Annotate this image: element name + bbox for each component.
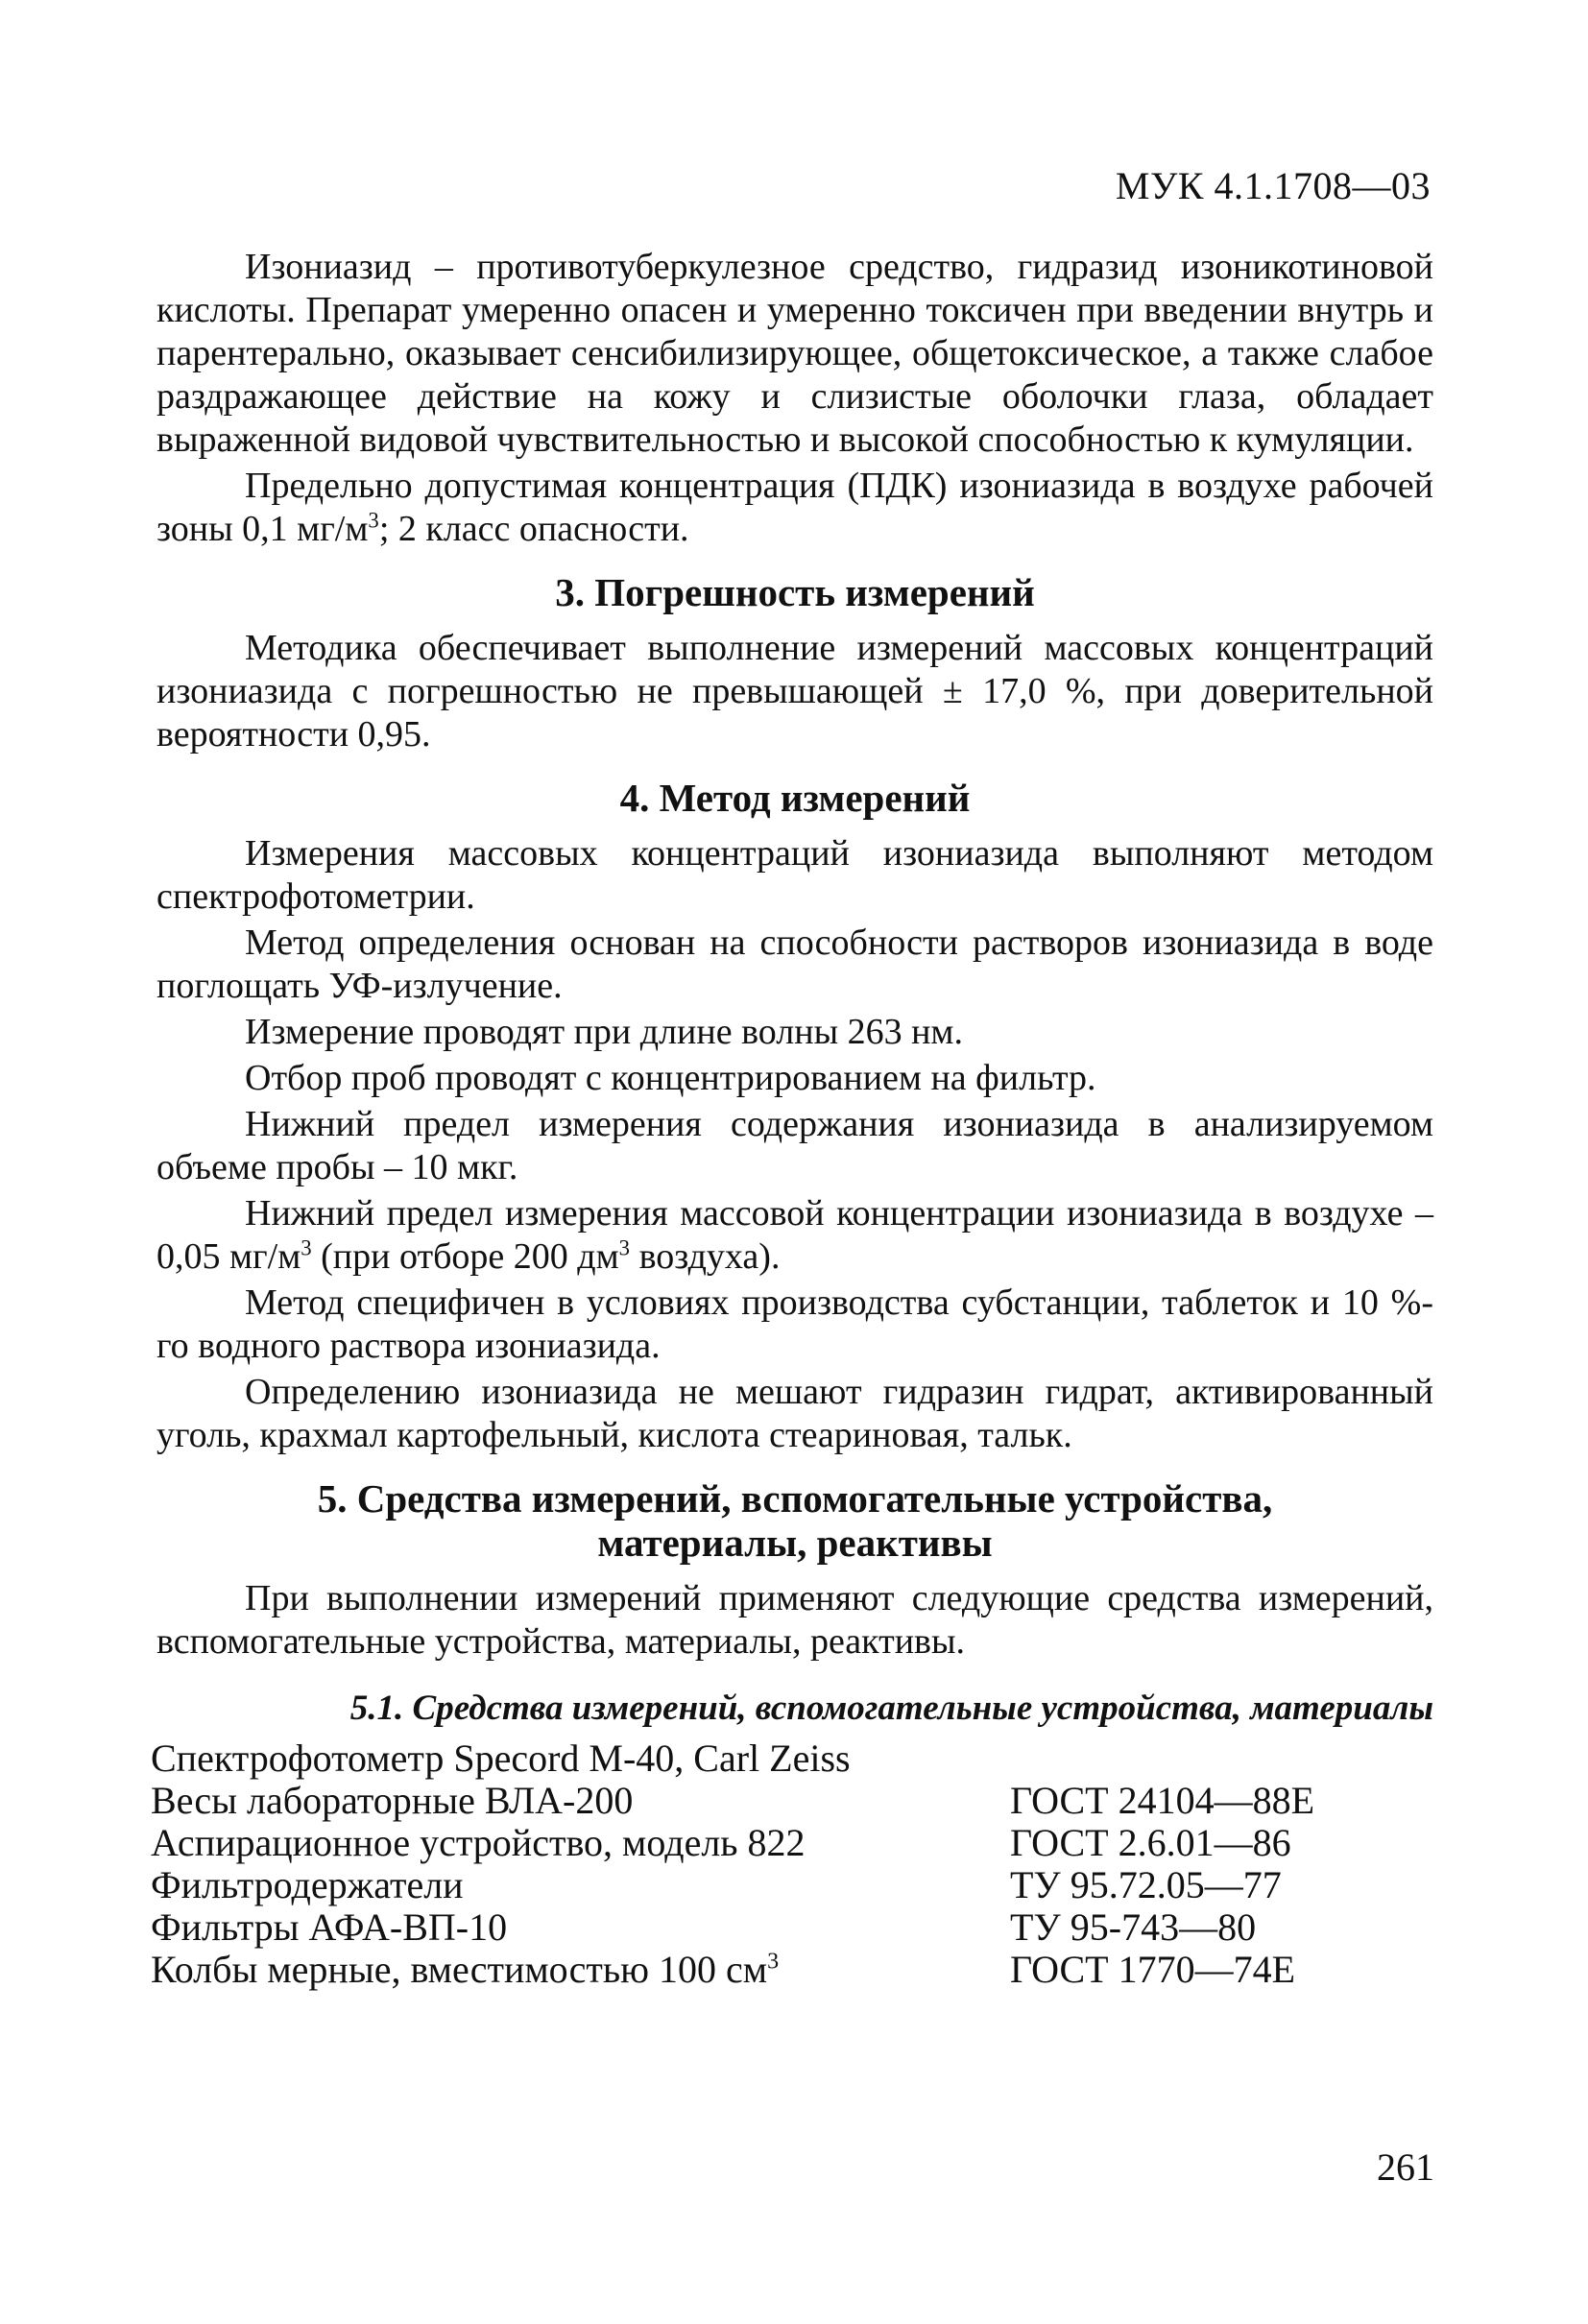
equipment-standard: ТУ 95.72.05—77 — [1010, 1863, 1282, 1906]
section-4-paragraph: Определению изониазида не мешают гидразин гидрат, активированный уголь, крахмал картофельный, кислота стеариновая, тальк. — [156, 1372, 1433, 1455]
section-4-paragraph: Метод специфичен в условиях производства субстанции, таблеток и 10 %-го водного раствора изониазида. — [156, 1282, 1433, 1366]
section-4-paragraph: Измерение проводят при длине волны 263 нм. — [245, 1012, 963, 1052]
table-row — [151, 1822, 1428, 1864]
section-4-paragraph: Измерения массовых концентраций изониазида выполняют методом спектрофотометрии. — [156, 833, 1433, 917]
section-4-title: 4. Метод измерений — [619, 776, 971, 820]
equipment-standard: ТУ 95-743—80 — [1010, 1905, 1257, 1949]
table-row — [151, 1864, 1428, 1906]
equipment-name: Фильтры АФА-ВП-10 — [151, 1905, 508, 1949]
equipment-name-sup: 3 — [767, 1949, 780, 1975]
lower-limit-paragraph — [156, 1192, 1433, 1279]
table-row — [151, 1906, 1428, 1949]
section-3-paragraph: Методика обеспечивает выполнение измерений массовых концентраций изониазида с погрешностью не превышающей ± 17,0 %, при доверительной вероятности 0,95. — [156, 628, 1433, 755]
lower-limit-text-2: (при отборе 200 дм — [311, 1236, 619, 1277]
page-content — [151, 246, 1433, 1991]
table-row — [151, 1949, 1428, 1991]
lower-limit-sup-2: 3 — [618, 1235, 631, 1260]
section-4-paragraph: Метод определения основан на способности растворов изониазида в воде поглощать УФ-излучение. — [156, 922, 1433, 1006]
intro-paragraph: Изониазид – противотуберкулезное средство, гидразид изоникотиновой кислоты. Препарат умеренно опасен и умеренно токсичен при введении внутрь и парентерально, оказывает сенсибилизирующее, общетоксическое, а также слабое раздражающее действие на кожу и слизистые оболочки глаза, обладает выраженной видовой чувствительностью и высокой способностью к кумуляции. — [156, 247, 1433, 460]
equipment-standard: ГОСТ 24104—88Е — [1010, 1779, 1315, 1822]
equipment-table — [151, 1737, 1428, 1991]
subsection-5-1-title: 5.1. Средства измерений, вспомогательные устройства, материалы — [349, 1689, 1433, 1728]
equipment-standard: ГОСТ 1770—74Е — [1010, 1948, 1296, 1991]
equipment-name — [151, 1949, 1010, 1991]
lower-limit-sup-1: 3 — [301, 1235, 312, 1260]
pdk-sup: 3 — [368, 508, 379, 533]
lower-limit-text-1: Нижний предел измерения массовой концентрации изониазида в воздухе – 0,05 мг/м — [156, 1193, 1433, 1277]
page-number: 261 — [1377, 2145, 1434, 2189]
table-row — [151, 1737, 1428, 1780]
equipment-name-text: Колбы мерные, вместимостью 100 см — [151, 1948, 768, 1991]
section-5-paragraph: При выполнении измерений применяют следующие средства измерений, вспомогательные устройства, материалы, реактивы. — [156, 1578, 1433, 1662]
document-code: МУК 4.1.1708—03 — [1115, 164, 1431, 207]
pdk-text-after: ; 2 класс опасности. — [378, 509, 689, 549]
equipment-standard — [1010, 1737, 1428, 1780]
section-5-title-line-2: материалы, реактивы — [597, 1521, 993, 1565]
section-3-title: 3. Погрешность измерений — [555, 570, 1035, 614]
section-5-title-line-1: 5. Средства измерений, вспомогательные устройства, — [317, 1476, 1273, 1521]
section-4-paragraph: Отбор проб проводят с концентрированием на фильтр. — [245, 1058, 1096, 1098]
equipment-name: Аспирационное устройство, модель 822 — [151, 1821, 806, 1864]
equipment-name: Фильтродержатели — [151, 1863, 464, 1906]
equipment-name: Весы лабораторные ВЛА-200 — [151, 1779, 634, 1822]
lower-limit-text-3: воздуха). — [630, 1236, 781, 1277]
section-5-title — [156, 1476, 1433, 1565]
equipment-name: Спектрофотометр Specord M-40, Carl Zeiss — [151, 1737, 851, 1780]
equipment-standard: ГОСТ 2.6.01—86 — [1010, 1821, 1291, 1864]
pdk-paragraph — [156, 465, 1433, 551]
section-4-paragraph: Нижний предел измерения содержания изониазида в анализируемом объеме пробы – 10 мкг. — [156, 1104, 1433, 1187]
table-row — [151, 1780, 1428, 1822]
pdk-text: Предельно допустимая концентрация (ПДК) изониазида в воздухе рабочей зоны 0,1 мг/м — [156, 466, 1433, 549]
